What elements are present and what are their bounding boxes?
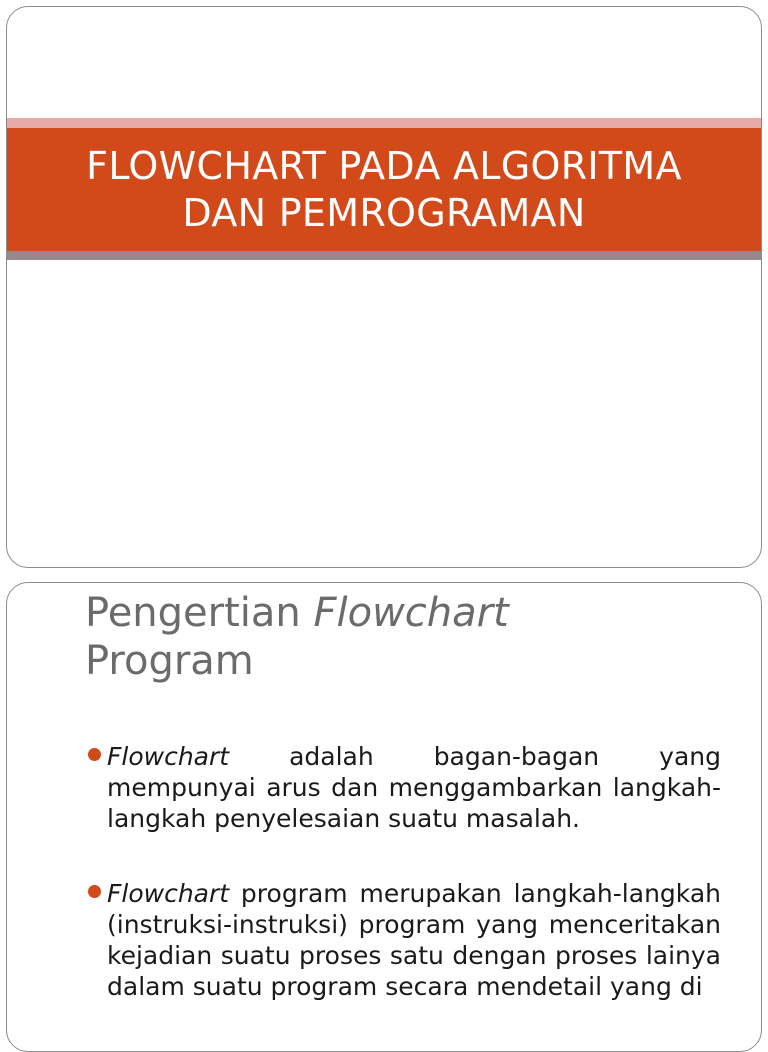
main-title-line2: DAN PEMROGRAMAN — [182, 190, 586, 235]
main-title-line1: FLOWCHART PADA ALGORITMA — [86, 143, 682, 188]
bullet-italic: Flowchart — [107, 879, 230, 908]
bullet-italic: Flowchart — [107, 742, 230, 771]
title-slide — [6, 6, 762, 568]
slide-heading — [85, 589, 509, 685]
band-top-stripe — [7, 118, 761, 128]
bullet-item — [85, 741, 721, 834]
bullet-list — [85, 741, 721, 1046]
bullet-text: program merupakan langkah-langkah (instruksi-instruksi) program yang menceritakan kejadian suatu proses satu dengan proses lainya dalam suatu program secara mendetail yang di — [107, 879, 721, 1001]
content-slide — [6, 582, 762, 1052]
bullet-item — [85, 878, 721, 1002]
bullet-dot-icon — [88, 748, 101, 761]
band-bottom-stripe — [7, 251, 761, 260]
title-band — [7, 118, 761, 260]
bullet-text: adalah bagan-bagan yang mempunyai arus dan menggambarkan langkah-langkah penyelesaian suatu masalah. — [107, 742, 721, 833]
slide-heading-line1 — [85, 589, 509, 637]
slide-heading-prefix: Pengertian — [85, 590, 314, 636]
main-title — [86, 143, 682, 237]
bullet-dot-icon — [88, 885, 101, 898]
band-main — [7, 128, 761, 251]
slide-heading-line2: Program — [85, 638, 254, 684]
slide-heading-italic: Flowchart — [313, 590, 509, 636]
